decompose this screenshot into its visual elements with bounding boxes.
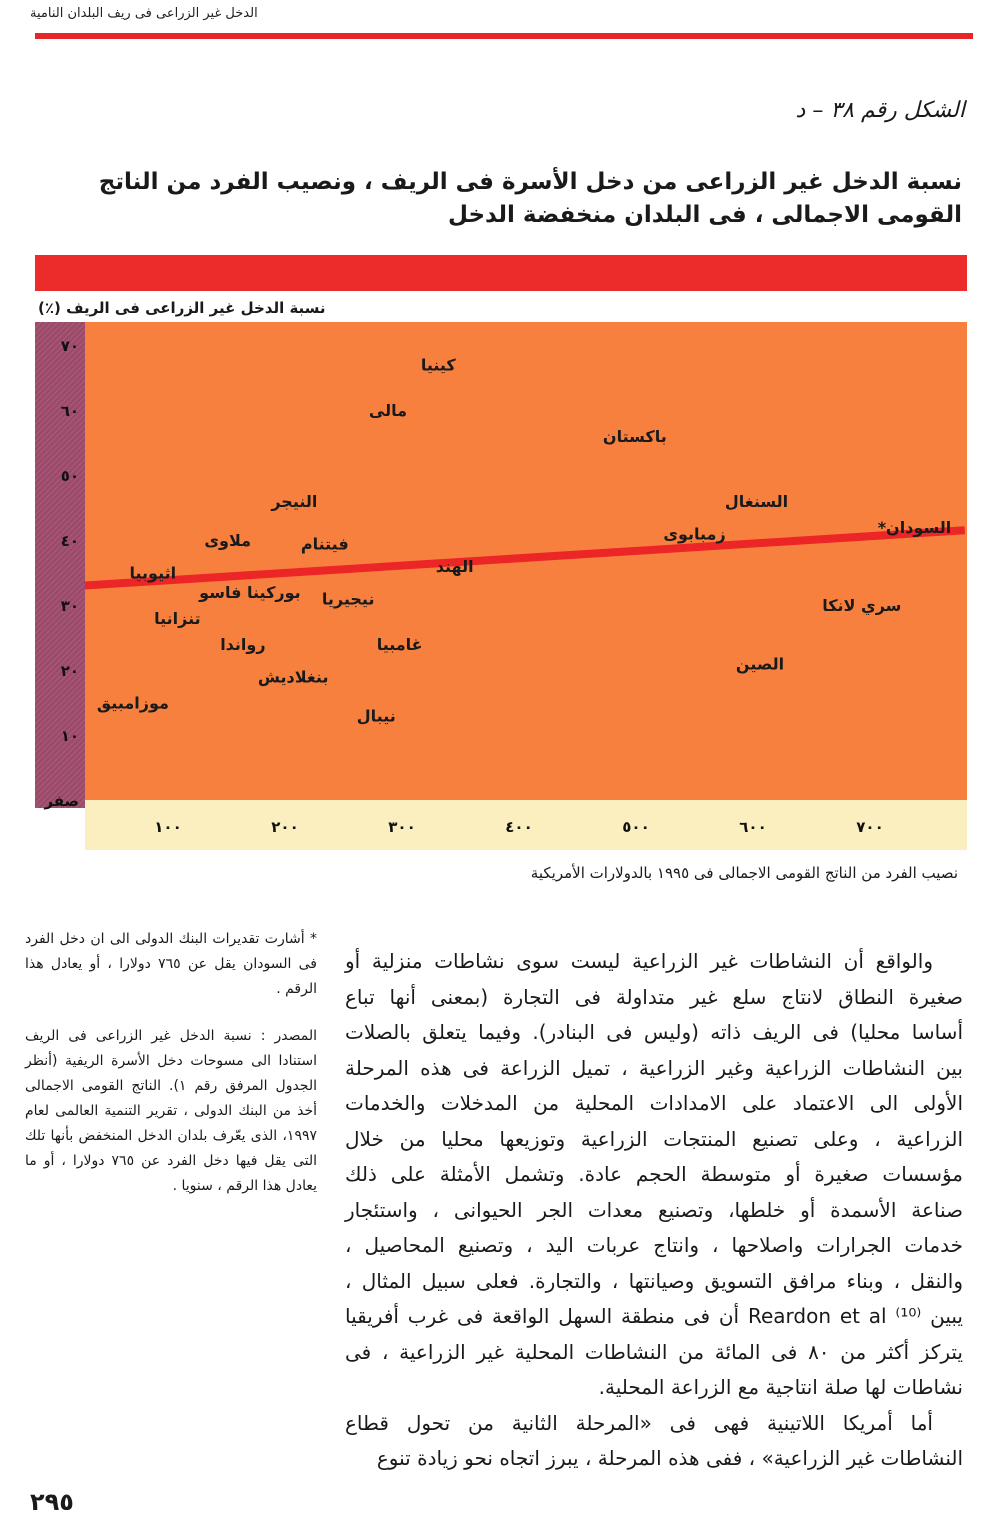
footnote-sudan: * أشارت تقديرات البنك الدولى الى ان دخل الفرد فى السودان يقل عن ٧٦٥ دولارا ، أو يعادل هذا الرقم . [25,931,317,997]
data-point-label: السنغال [724,492,789,511]
body-line: نشاطات لها صلة انتاجية مع الزراعة المحلية. [598,1375,963,1399]
x-tick-label: ٥٠٠ [622,818,650,836]
data-point-label: زمبابوى [663,524,726,544]
body-line: أساسا محليا) فى الريف ذاته (وليس فى البنادر). وفيما يتعلق بالصلات [345,1020,963,1044]
data-point-label: بوركينا فاسو [199,583,301,602]
body-line: خدمات الجرارات واصلاحها ، وانتاج عربات اليد ، وتصنيع المحاصيل ، [345,1233,963,1257]
x-tick-label: ١٠٠ [154,818,182,836]
page-number: ٢٩٥ [30,1488,74,1516]
y-axis-label: نسبة الدخل غير الزراعى فى الريف (٪) [38,299,326,317]
body-line: والنقل ، وبناء مرافق التسويق وصيانتها ، والتجارة. فعلى سبيل المثال ، [345,1268,963,1293]
data-point-label: النيجر [271,492,318,511]
figure-red-band [35,255,967,291]
x-tick-label: ٢٠٠ [271,818,299,836]
data-point-label: بنغلاديش [257,667,329,687]
data-point-label: نيجيريا [321,589,375,609]
x-tick-label: ٤٠٠ [505,818,533,836]
body-line: أما أمريكا اللاتينية فهى فى «المرحلة الثانية من تحول قطاع [345,1410,933,1435]
y-tick-label: ٤٠ [60,532,79,550]
data-point-label: باكستان [602,427,667,446]
data-point-label: رواندا [220,635,266,654]
y-tick-label: ١٠ [60,727,79,745]
data-point-label: اثيوبيا [129,563,177,583]
body-line: النشاطات غير الزراعية» ، ففى هذه المرحلة ، يبرز اتجاه نحو زيادة تنوع [376,1446,963,1470]
body-line: الأولى الى الاعتماد على الامدادات المحلية من المدخلات والخدمات [345,1091,963,1115]
body-line: يتركز أكثر من ٨٠ فى المائة من النشاطات المحلية غير الزراعية ، فى [345,1339,963,1364]
y-tick-label: ٣٠ [60,597,79,615]
body-line: بين النشاطات الزراعية وغير الزراعية ، تميل الزراعة فى هذه المرحلة [345,1055,963,1080]
running-head: الدخل غير الزراعى فى ريف البلدان النامية [30,6,258,21]
side-notes [25,927,317,1221]
source-note: المصدر : نسبة الدخل غير الزراعى فى الريف استنادا الى مسوحات دخل الأسرة الريفية (أنظر الجدول المرفق رقم ١). الناتج القومى الاجمالى أخذ من البنك الدولى ، تقرير التنمية العالمى لعام ١٩٩٧، الذى يعّرف بلدان الدخل المنخفض بأنها تلك التى يقل فيها دخل الفرد عن ٧٦٥ دولارا ، أو ما يعادل هذا الرقم ، سنويا . [25,1028,317,1194]
data-point-label: موزامبيق [96,693,169,713]
scatter-chart [35,322,967,850]
y-tick-label: ٥٠ [60,467,79,485]
body-line: مؤسسات صغيرة أو متوسطة الحجم عادة. وتشمل الأمثلة على ذلك [345,1162,963,1186]
x-tick-label: ٧٠٠ [856,818,884,836]
data-point-label: فيتنام [300,534,349,554]
data-point-label: غامبيا [376,635,423,654]
data-point-label: نيبال [356,706,396,726]
figure-number: الشكل رقم ٣٨ – د [795,98,965,123]
data-point-label: مالى [368,401,408,420]
body-line: صناعة الأسمدة أو خلطها، وتصنيع معدات الجر الحيوانى ، واستئجار [345,1197,963,1222]
data-point-label: السودان* [877,518,952,537]
x-axis-label: نصيب الفرد من الناتج القومى الاجمالى فى ١٩٩٥ بالدولارات الأمريكية [530,864,958,882]
data-point-label: ملاوى [204,531,252,550]
data-point-label: كينيا [420,355,456,375]
y-tick-label: صفر [44,792,79,810]
header-rule [35,33,973,39]
data-point-label: تنزانيا [154,609,201,628]
body-line: والواقع أن النشاطات غير الزراعية ليست سوى نشاطات منزلية أو [345,949,933,973]
data-point-label: سري لانكا [822,596,902,615]
x-tick-label: ٦٠٠ [739,818,767,836]
body-text [345,944,963,1477]
data-point-label: الصين [735,654,785,674]
figure-title: نسبة الدخل غير الزراعى من دخل الأسرة فى الريف ، ونصيب الفرد من الناتج القومى الاجمالى ، فى البلدان منخفضة الدخل [98,169,962,228]
y-tick-label: ٧٠ [60,337,79,355]
data-point-label: الهند [435,557,474,576]
x-tick-label: ٣٠٠ [388,818,416,836]
body-line: الزراعية ، وعلى تصنيع المنتجات الزراعية وتوزيعها محليا من خلال [345,1126,963,1151]
body-line: يبين Reardon et al ⁽¹⁰⁾ أن فى منطقة السهل الواقعة فى غرب أفريقيا [345,1304,963,1328]
body-line: صغيرة النطاق لانتاج سلع غير متداولة فى التجارة (بمعنى أنها تباع [345,984,963,1009]
y-tick-label: ٢٠ [60,662,79,680]
y-tick-label: ٦٠ [60,402,79,420]
